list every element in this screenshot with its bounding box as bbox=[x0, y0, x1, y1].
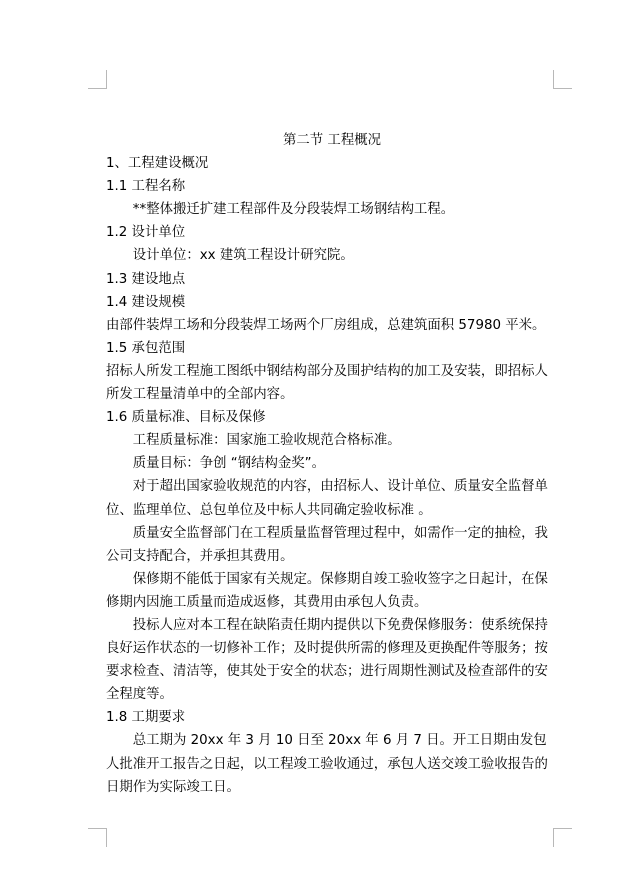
paragraph-schedule: 总工期为 20xx 年 3 月 10 日至 20xx 年 6 月 7 日。开工日期由发包人批准开工报告之日起，以工程竣工验收通过，承包人送交竣工验收报告的日期作为实际竣工日。 bbox=[106, 733, 548, 795]
paragraph-project-name: **整体搬迁扩建工程部件及分段装焊工场钢结构工程。 bbox=[132, 202, 455, 218]
heading-construction-scale: 1.4 建设规模 bbox=[106, 294, 186, 310]
paragraph-acceptance-standard: 对于超出国家验收规范的内容，由招标人、设计单位、质量安全监督单位、监理单位、总包单位及中标人共同确定验收标准 。 bbox=[106, 479, 548, 518]
heading-schedule-requirements: 1.8 工期要求 bbox=[106, 710, 186, 726]
heading-contract-scope: 1.5 承包范围 bbox=[106, 340, 186, 356]
page-corner-mark-top-left bbox=[88, 70, 107, 89]
paragraph-quality-inspection: 质量安全监督部门在工程质量监督管理过程中，如需作一定的抽检，我公司支持配合，并承担其费用。 bbox=[106, 525, 548, 564]
paragraph-quality-standard: 工程质量标准：国家施工验收规范合格标准。 bbox=[132, 433, 401, 449]
page-corner-mark-top-right bbox=[553, 70, 572, 89]
heading-design-unit: 1.2 设计单位 bbox=[106, 225, 186, 241]
page-corner-mark-bottom-right bbox=[553, 828, 572, 847]
paragraph-design-unit: 设计单位：xx 建筑工程设计研究院。 bbox=[132, 248, 354, 264]
paragraph-construction-scale: 由部件装焊工场和分段装焊工场两个厂房组成，总建筑面积 57980 平米。 bbox=[106, 317, 546, 333]
heading-construction-site: 1.3 建设地点 bbox=[106, 271, 186, 287]
document-body bbox=[106, 129, 558, 799]
paragraph-warranty-service: 投标人应对本工程在缺陷责任期内提供以下免费保修服务：使系统保持良好运作状态的一切修补工作；及时提供所需的修理及更换配件等服务；按要求检查、清洁等，使其处于安全的状态；进行周期性测试及检查部件的安全程度等。 bbox=[106, 617, 548, 703]
heading-quality-standards: 1.6 质量标准、目标及保修 bbox=[106, 410, 266, 426]
paragraph-quality-goal: 质量目标：争创 “钢结构金奖”。 bbox=[132, 456, 326, 472]
page-corner-mark-bottom-left bbox=[88, 828, 107, 847]
heading-project-overview: 1、工程建设概况 bbox=[106, 156, 209, 172]
paragraph-warranty-period: 保修期不能低于国家有关规定。保修期自竣工验收签字之日起计，在保修期内因施工质量而造成返修，其费用由承包人负责。 bbox=[106, 571, 548, 610]
section-title: 第二节 工程概况 bbox=[283, 133, 381, 148]
heading-project-name: 1.1 工程名称 bbox=[106, 179, 186, 195]
paragraph-contract-scope: 招标人所发工程施工图纸中钢结构部分及围护结构的加工及安装，即招标人所发工程量清单中的全部内容。 bbox=[106, 363, 548, 403]
